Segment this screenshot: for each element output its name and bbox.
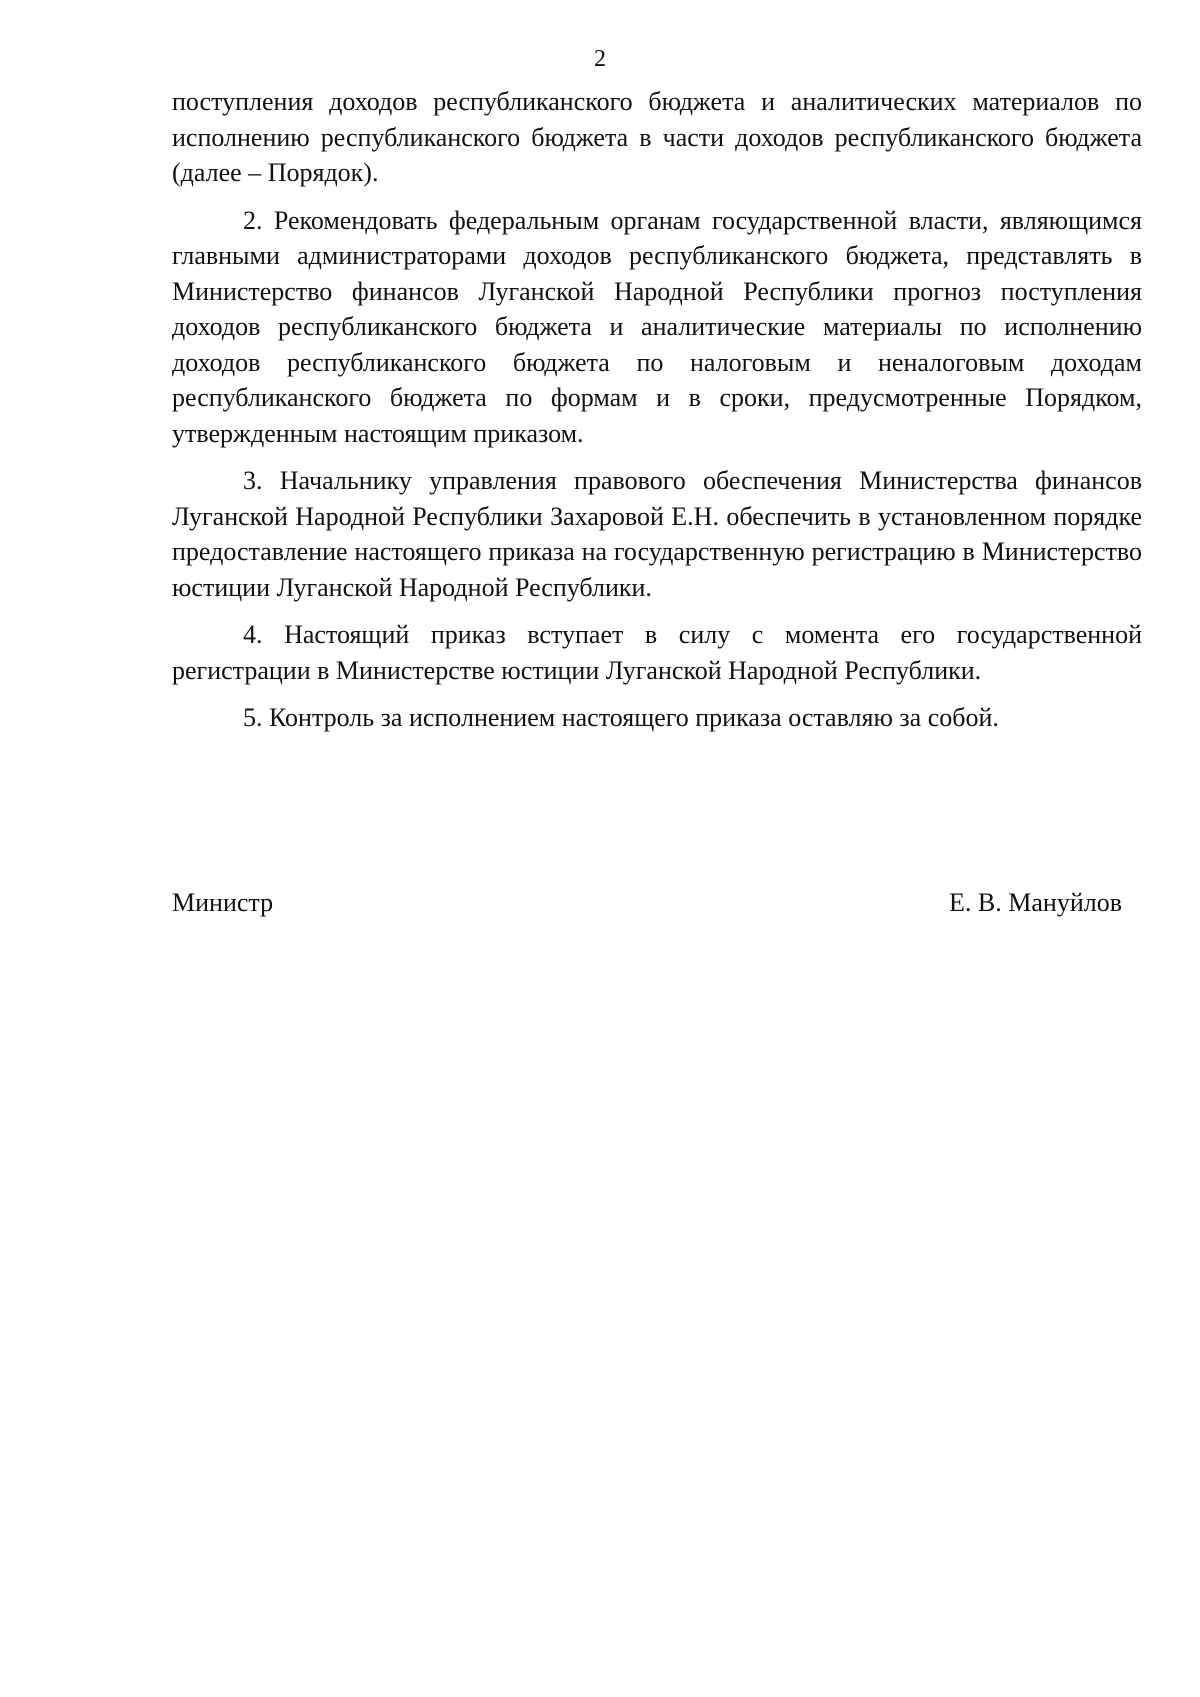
signatory-name: Е. В. Мануйлов — [949, 888, 1122, 917]
paragraph-item-3: 3. Начальнику управления правового обеспечения Министерства финансов Луганской Народной Республики Захаровой Е.Н. обеспечить в установленном порядке предоставление настоящего приказа на государственную регистрацию в Министерство юстиции Луганской Народной Республики. — [172, 466, 1142, 602]
signatory-position: Министр — [172, 888, 274, 917]
paragraph-item-4: 4. Настоящий приказ вступает в силу с момента его государственной регистрации в Министерстве юстиции Луганской Народной Республики. — [172, 620, 1142, 685]
page-number: 2 — [594, 46, 606, 72]
paragraph-item-5: 5. Контроль за исполнением настоящего приказа оставляю за собой. — [243, 703, 999, 732]
paragraph-item-2: 2. Рекомендовать федеральным органам государственной власти, являющимся главными администраторами доходов республиканского бюджета, представлять в Министерство финансов Луганской Народной Республики прогноз поступления доходов республиканского бюджета и аналитические материалы по исполнению доходов республиканского бюджета по налоговым и неналоговым доходам республиканского бюджета по формам и в сроки, предусмотренные Порядком, утвержденным настоящим приказом. — [172, 205, 1142, 448]
signature-block — [172, 886, 1122, 920]
paragraph-continuation: поступления доходов республиканского бюджета и аналитических материалов по исполнению республиканского бюджета в части доходов республиканского бюджета (далее – Порядок). — [172, 87, 1142, 187]
document-body — [172, 84, 1142, 736]
